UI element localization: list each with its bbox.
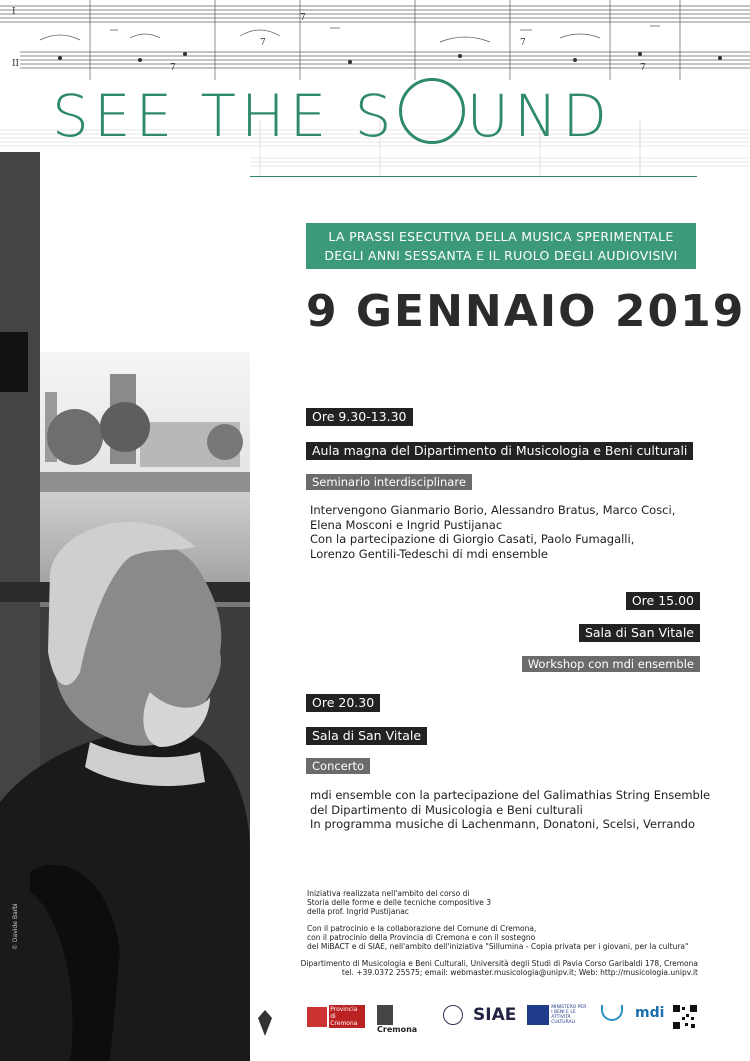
siae-logo: SIAE: [473, 1005, 517, 1025]
morning-type: Seminario interdisciplinare: [306, 474, 472, 490]
university-seal-icon: [443, 1005, 465, 1035]
morning-place: Aula magna del Dipartimento di Musicologia e Beni culturali: [306, 442, 693, 460]
evening-place: Sala di San Vitale: [306, 727, 427, 745]
illumina-logo: [595, 1005, 631, 1035]
event-date: 9 GENNAIO 2019: [306, 286, 746, 337]
comune-crest-icon: [377, 1005, 393, 1025]
poster-title: SEE THE S UND: [52, 78, 702, 148]
svg-text:7: 7: [300, 13, 306, 23]
vertical-emblem-icon: [258, 1010, 272, 1036]
afternoon-place: Sala di San Vitale: [579, 624, 700, 642]
patronage-note: Con il patrocinio e la collaborazione del Comune di Cremona, con il patrocinio della Provincia di Cremona e con il sostegno del MiBACT e di SIAE, nell'ambito dell'iniziativa "Sillumina - Copia privata per i giovani, per la cultura": [307, 924, 689, 951]
svg-text:II: II: [12, 59, 20, 69]
photo-credit: © Davide Barbi: [12, 903, 19, 950]
title-o-circle: [399, 78, 465, 144]
contact-info: Dipartimento di Musicologia e Beni Culturali, Università degli Studi di Pavia Corso Garibaldi 178, Cremona tel. +39.0372 25575; email: webmaster.musicologia@unipv.it; Web: http://musicologia.unipv.it: [300, 959, 698, 977]
svg-text:7: 7: [640, 63, 646, 73]
provincia-crest-icon: [307, 1007, 327, 1027]
subtitle-line-2: DEGLI ANNI SESSANTA E IL RUOLO DEGLI AUDIOVISIVI: [324, 248, 678, 263]
svg-text:7: 7: [520, 38, 526, 48]
svg-text:7: 7: [260, 38, 266, 48]
mdi-logo: mdi: [635, 1005, 665, 1021]
illumina-icon: [601, 1005, 623, 1021]
subtitle-banner: [306, 223, 696, 269]
morning-speakers: Intervengono Gianmario Borio, Alessandro Bratus, Marco Cosci, Elena Mosconi e Ingrid Pustijanac Con la partecipazione di Giorgio Casati, Paolo Fumagalli, Lorenzo Gentili-Tedeschi di mdi ensemble: [310, 503, 676, 561]
portrait-photo: [0, 152, 250, 1061]
comune-logo: Cremona: [377, 1005, 432, 1035]
svg-text:7: 7: [170, 63, 176, 73]
provincia-logo: Provincia di Cremona: [307, 1005, 367, 1035]
subtitle-line-1: LA PRASSI ESECUTIVA DELLA MUSICA SPERIMENTALE: [328, 229, 674, 244]
afternoon-time: Ore 15.00: [626, 592, 700, 610]
course-note: Iniziativa realizzata nell'ambito del corso di Storia delle forme e delle tecniche compositive 3 della prof. Ingrid Pustijanac: [307, 889, 491, 916]
afternoon-type: Workshop con mdi ensemble: [522, 656, 700, 672]
evening-description: mdi ensemble con la partecipazione del Galimathias String Ensemble del Dipartimento di Musicologia e Beni culturali In programma musiche di Lachenmann, Donatoni, Scelsi, Verrando: [310, 788, 711, 831]
sponsor-logos: [305, 1005, 700, 1039]
mibact-icon: [527, 1005, 549, 1025]
mibact-logo: MINISTERO PER I BENI E LE ATTIVITÀ CULTURALI: [527, 1005, 589, 1035]
svg-text:I: I: [12, 7, 16, 17]
morning-time: Ore 9.30-13.30: [306, 408, 413, 426]
evening-time: Ore 20.30: [306, 694, 380, 712]
qr-code-icon: [673, 1005, 697, 1035]
evening-type: Concerto: [306, 758, 370, 774]
